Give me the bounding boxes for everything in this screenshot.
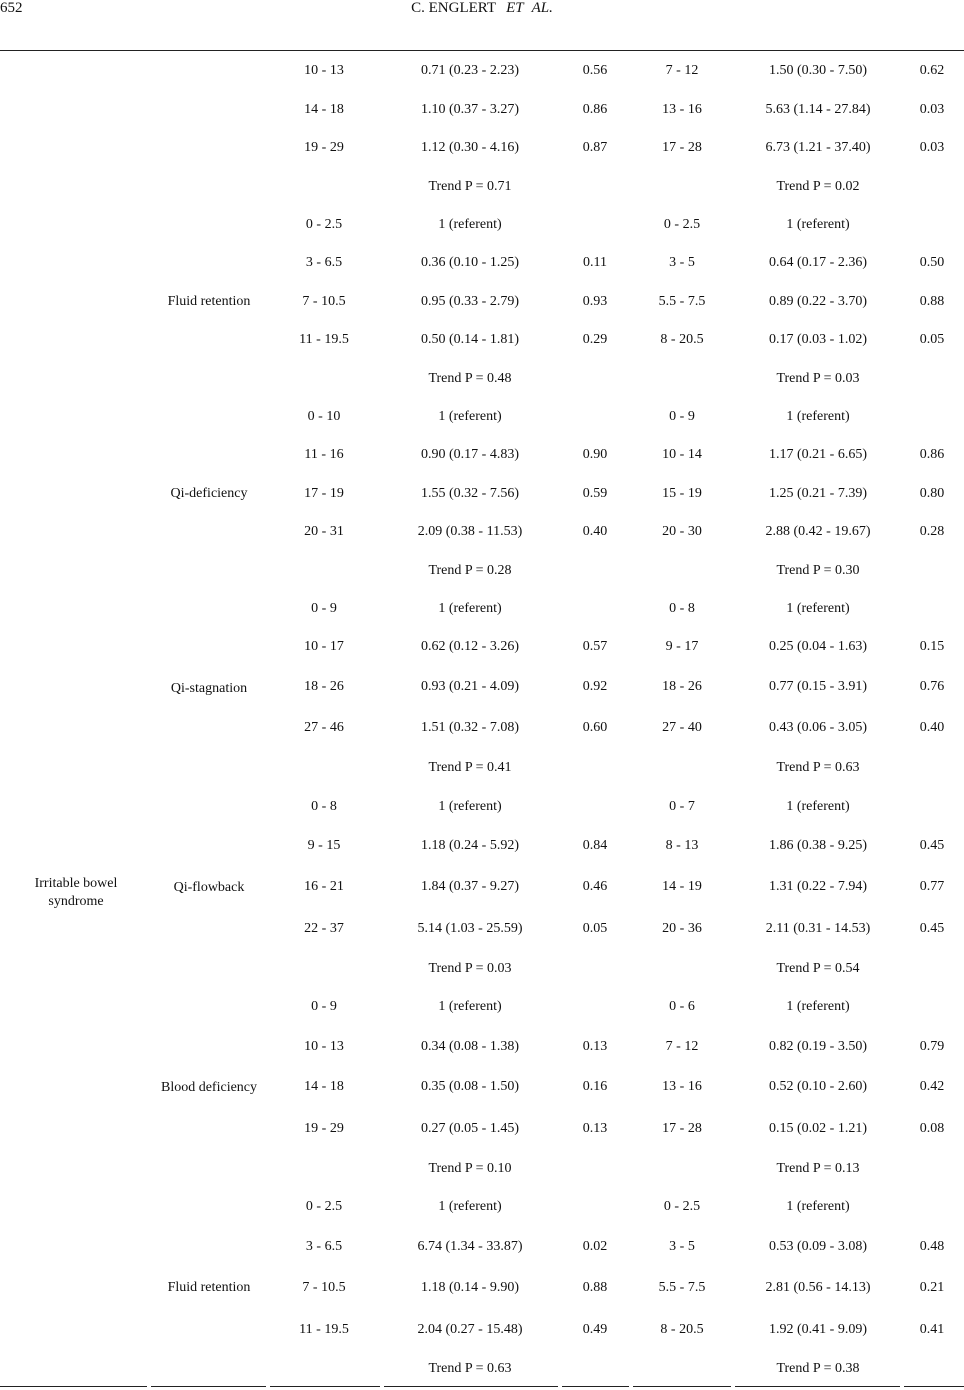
p-value-1 <box>561 215 629 235</box>
range-2: 27 - 40 <box>662 720 702 735</box>
odds-ratio-2: 0.77 (0.15 - 3.91) <box>769 679 867 694</box>
range-1: 0 - 9 <box>311 999 337 1014</box>
odds-ratio-2: 1.50 (0.30 - 7.50) <box>769 63 867 78</box>
p-value-2: 0.86 <box>919 447 945 462</box>
range-1: 18 - 26 <box>304 679 344 694</box>
range-2: 13 - 16 <box>662 102 702 117</box>
odds-ratio-1: Trend P = 0.71 <box>428 179 512 194</box>
range-2: 8 - 20.5 <box>660 332 704 347</box>
range-2: 15 - 19 <box>662 486 702 501</box>
range-1: 17 - 19 <box>304 486 344 501</box>
bottom-rules <box>0 1386 964 1388</box>
range-1: 20 - 31 <box>304 524 344 539</box>
range-1: 10 - 13 <box>304 63 344 78</box>
running-head-al: AL. <box>531 0 553 16</box>
range-2: 7 - 12 <box>665 1039 699 1054</box>
odds-ratio-1: Trend P = 0.48 <box>428 371 512 386</box>
range-1: 0 - 9 <box>311 601 337 616</box>
range-2: 0 - 2.5 <box>663 1199 701 1214</box>
p-value-1 <box>561 758 629 778</box>
odds-ratio-2: 1 (referent) <box>786 217 850 232</box>
odds-ratio-1: 1.55 (0.32 - 7.56) <box>421 486 519 501</box>
range-2: 17 - 28 <box>662 1121 702 1136</box>
odds-ratio-1: 0.35 (0.08 - 1.50) <box>421 1079 519 1094</box>
range-2: 3 - 5 <box>669 255 695 270</box>
range-1: 10 - 13 <box>304 1039 344 1054</box>
range-2: 7 - 12 <box>665 63 699 78</box>
odds-ratio-2: 1 (referent) <box>786 799 850 814</box>
p-value-1: 0.46 <box>582 879 608 894</box>
p-value-2: 0.62 <box>919 63 945 78</box>
range-2: 0 - 9 <box>669 409 695 424</box>
p-value-1 <box>561 1197 629 1217</box>
range-1 <box>269 959 379 979</box>
range-1: 7 - 10.5 <box>302 1280 346 1295</box>
p-value-1: 0.11 <box>583 255 607 270</box>
odds-ratio-1: 0.93 (0.21 - 4.09) <box>421 679 519 694</box>
range-1: 9 - 15 <box>307 838 341 853</box>
range-2: 10 - 14 <box>662 447 702 462</box>
section-label: Blood deficiency <box>160 1080 258 1095</box>
range-1: 3 - 6.5 <box>305 255 343 270</box>
p-value-1: 0.60 <box>582 720 608 735</box>
odds-ratio-2: 0.52 (0.10 - 2.60) <box>769 1079 867 1094</box>
range-1: 19 - 29 <box>304 140 344 155</box>
range-1: 27 - 46 <box>304 720 344 735</box>
p-value-1 <box>561 1159 629 1179</box>
odds-ratio-1: 1 (referent) <box>438 601 502 616</box>
range-2: 20 - 30 <box>662 524 702 539</box>
range-2: 13 - 16 <box>662 1079 702 1094</box>
odds-ratio-1: Trend P = 0.41 <box>428 760 512 775</box>
odds-ratio-2: 0.15 (0.02 - 1.21) <box>769 1121 867 1136</box>
range-2 <box>633 177 731 197</box>
odds-ratio-2: Trend P = 0.38 <box>776 1361 860 1376</box>
p-value-2 <box>902 599 962 619</box>
p-value-1 <box>561 1359 629 1379</box>
p-value-2: 0.08 <box>919 1121 945 1136</box>
p-value-2 <box>902 797 962 817</box>
odds-ratio-2: 1 (referent) <box>786 409 850 424</box>
running-head-author: C. ENGLERT <box>411 0 497 16</box>
p-value-2: 0.21 <box>919 1280 945 1295</box>
odds-ratio-1: 0.90 (0.17 - 4.83) <box>421 447 519 462</box>
p-value-2: 0.15 <box>919 639 945 654</box>
odds-ratio-2: 1.17 (0.21 - 6.65) <box>769 447 867 462</box>
odds-ratio-1: Trend P = 0.10 <box>428 1161 512 1176</box>
odds-ratio-2: 2.11 (0.31 - 14.53) <box>765 921 871 936</box>
p-value-1 <box>561 369 629 389</box>
range-2: 14 - 19 <box>662 879 702 894</box>
odds-ratio-2: Trend P = 0.30 <box>776 563 860 578</box>
odds-ratio-2: 1.92 (0.41 - 9.09) <box>769 1322 867 1337</box>
range-2: 17 - 28 <box>662 140 702 155</box>
p-value-1: 0.13 <box>582 1121 608 1136</box>
range-1: 0 - 2.5 <box>305 1199 343 1214</box>
range-1: 0 - 2.5 <box>305 217 343 232</box>
odds-ratio-2: 6.73 (1.21 - 37.40) <box>765 140 871 155</box>
p-value-1: 0.90 <box>582 447 608 462</box>
odds-ratio-1: 1.10 (0.37 - 3.27) <box>421 102 519 117</box>
odds-ratio-1: Trend P = 0.63 <box>428 1361 512 1376</box>
p-value-2: 0.41 <box>919 1322 945 1337</box>
p-value-2 <box>902 369 962 389</box>
p-value-1 <box>561 561 629 581</box>
range-2: 18 - 26 <box>662 679 702 694</box>
section-label: Qi-stagnation <box>170 680 248 696</box>
odds-ratio-2: 1.25 (0.21 - 7.39) <box>769 486 867 501</box>
odds-ratio-2: 2.88 (0.42 - 19.67) <box>765 524 871 539</box>
range-2: 0 - 2.5 <box>663 217 701 232</box>
p-value-2: 0.42 <box>919 1079 945 1094</box>
odds-ratio-1: 1 (referent) <box>438 217 502 232</box>
p-value-2: 0.50 <box>919 255 945 270</box>
range-1: 14 - 18 <box>304 1079 344 1094</box>
range-1: 10 - 17 <box>304 639 344 654</box>
odds-ratio-2: 0.53 (0.09 - 3.08) <box>769 1239 867 1254</box>
range-1: 16 - 21 <box>304 879 344 894</box>
p-value-2 <box>902 407 962 427</box>
p-value-1: 0.40 <box>582 524 608 539</box>
odds-ratio-1: 5.14 (1.03 - 25.59) <box>417 921 523 936</box>
section-label: Qi-flowback <box>173 880 245 895</box>
odds-ratio-2: 0.89 (0.22 - 3.70) <box>769 294 867 309</box>
range-2: 9 - 17 <box>665 639 699 654</box>
p-value-2 <box>902 997 962 1017</box>
range-2: 8 - 20.5 <box>660 1322 704 1337</box>
odds-ratio-1: 0.27 (0.05 - 1.45) <box>421 1121 519 1136</box>
odds-ratio-1: 0.71 (0.23 - 2.23) <box>421 63 519 78</box>
p-value-1: 0.13 <box>582 1039 608 1054</box>
p-value-1: 0.59 <box>582 486 608 501</box>
p-value-1: 0.92 <box>582 679 608 694</box>
range-1: 11 - 16 <box>304 447 344 462</box>
range-1 <box>269 758 379 778</box>
range-2 <box>633 561 731 581</box>
running-head-et: ET <box>506 0 524 16</box>
odds-ratio-1: 2.04 (0.27 - 15.48) <box>417 1322 523 1337</box>
odds-ratio-1: 1.84 (0.37 - 9.27) <box>421 879 519 894</box>
section-label: Fluid retention <box>167 294 251 309</box>
odds-ratio-2: 0.25 (0.04 - 1.63) <box>769 639 867 654</box>
range-1: 11 - 19.5 <box>299 332 349 347</box>
p-value-2 <box>902 561 962 581</box>
p-value-2 <box>902 1359 962 1379</box>
range-2: 0 - 6 <box>669 999 695 1014</box>
p-value-2: 0.88 <box>919 294 945 309</box>
odds-ratio-1: 1 (referent) <box>438 409 502 424</box>
p-value-2: 0.48 <box>919 1239 945 1254</box>
range-1: 0 - 8 <box>311 799 337 814</box>
p-value-1: 0.57 <box>582 639 608 654</box>
range-2 <box>633 758 731 778</box>
page-number: 652 <box>0 0 23 16</box>
section-label: Fluid retention <box>167 1280 251 1295</box>
p-value-2: 0.05 <box>919 332 945 347</box>
p-value-2: 0.28 <box>919 524 945 539</box>
p-value-1 <box>561 177 629 197</box>
range-1: 22 - 37 <box>304 921 344 936</box>
odds-ratio-2: 5.63 (1.14 - 27.84) <box>765 102 871 117</box>
p-value-1 <box>561 599 629 619</box>
range-2: 0 - 8 <box>669 601 695 616</box>
p-value-2 <box>902 959 962 979</box>
p-value-2: 0.40 <box>919 720 945 735</box>
odds-ratio-1: 1.51 (0.32 - 7.08) <box>421 720 519 735</box>
range-1: 19 - 29 <box>304 1121 344 1136</box>
p-value-2: 0.45 <box>919 838 945 853</box>
p-value-1 <box>561 407 629 427</box>
range-1: 0 - 10 <box>307 409 341 424</box>
odds-ratio-2: 0.43 (0.06 - 3.05) <box>769 720 867 735</box>
odds-ratio-1: Trend P = 0.03 <box>428 961 512 976</box>
p-value-1 <box>561 959 629 979</box>
range-2 <box>633 1159 731 1179</box>
odds-ratio-2: 0.82 (0.19 - 3.50) <box>769 1039 867 1054</box>
p-value-2 <box>902 1159 962 1179</box>
p-value-1: 0.56 <box>582 63 608 78</box>
odds-ratio-2: Trend P = 0.63 <box>776 760 860 775</box>
p-value-1 <box>561 997 629 1017</box>
range-1: 7 - 10.5 <box>302 294 346 309</box>
range-2: 20 - 36 <box>662 921 702 936</box>
top-rule <box>0 50 964 51</box>
range-1: 11 - 19.5 <box>299 1322 349 1337</box>
range-2 <box>633 959 731 979</box>
p-value-1: 0.02 <box>582 1239 608 1254</box>
p-value-2: 0.80 <box>919 486 945 501</box>
range-2: 5.5 - 7.5 <box>658 294 706 309</box>
odds-ratio-2: Trend P = 0.54 <box>776 961 860 976</box>
odds-ratio-2: 0.64 (0.17 - 2.36) <box>769 255 867 270</box>
odds-ratio-2: Trend P = 0.03 <box>776 371 860 386</box>
p-value-1: 0.88 <box>582 1280 608 1295</box>
odds-ratio-2: 1 (referent) <box>786 1199 850 1214</box>
p-value-2 <box>902 758 962 778</box>
odds-ratio-1: 1 (referent) <box>438 799 502 814</box>
group-label: Irritable bowel syndrome <box>34 876 118 909</box>
p-value-1: 0.16 <box>582 1079 608 1094</box>
range-2: 5.5 - 7.5 <box>658 1280 706 1295</box>
odds-ratio-1: 6.74 (1.34 - 33.87) <box>417 1239 523 1254</box>
odds-ratio-1: 1.18 (0.24 - 5.92) <box>421 838 519 853</box>
p-value-1 <box>561 797 629 817</box>
odds-ratio-2: 0.17 (0.03 - 1.02) <box>769 332 867 347</box>
p-value-1: 0.05 <box>582 921 608 936</box>
range-2: 3 - 5 <box>669 1239 695 1254</box>
p-value-2: 0.79 <box>919 1039 945 1054</box>
odds-ratio-2: Trend P = 0.02 <box>776 179 860 194</box>
p-value-1: 0.93 <box>582 294 608 309</box>
odds-ratio-2: 1 (referent) <box>786 999 850 1014</box>
range-1: 14 - 18 <box>304 102 344 117</box>
odds-ratio-1: 0.34 (0.08 - 1.38) <box>421 1039 519 1054</box>
p-value-2: 0.03 <box>919 102 945 117</box>
odds-ratio-2: Trend P = 0.13 <box>776 1161 860 1176</box>
range-2: 8 - 13 <box>665 838 699 853</box>
p-value-1: 0.49 <box>582 1322 608 1337</box>
range-2 <box>633 369 731 389</box>
range-1 <box>269 1359 379 1379</box>
odds-ratio-2: 1.31 (0.22 - 7.94) <box>769 879 867 894</box>
p-value-1: 0.29 <box>582 332 608 347</box>
p-value-2 <box>902 177 962 197</box>
odds-ratio-1: 1.12 (0.30 - 4.16) <box>421 140 519 155</box>
odds-ratio-1: 0.95 (0.33 - 2.79) <box>421 294 519 309</box>
p-value-1: 0.87 <box>582 140 608 155</box>
odds-ratio-1: 0.50 (0.14 - 1.81) <box>421 332 519 347</box>
range-1 <box>269 369 379 389</box>
p-value-1: 0.86 <box>582 102 608 117</box>
running-head <box>0 0 964 17</box>
p-value-2 <box>902 1197 962 1217</box>
p-value-2 <box>902 215 962 235</box>
odds-ratio-1: 1 (referent) <box>438 999 502 1014</box>
p-value-1: 0.84 <box>582 838 608 853</box>
odds-ratio-2: 1 (referent) <box>786 601 850 616</box>
odds-ratio-2: 1.86 (0.38 - 9.25) <box>769 838 867 853</box>
p-value-2: 0.77 <box>919 879 945 894</box>
odds-ratio-1: 1 (referent) <box>438 1199 502 1214</box>
odds-ratio-1: 2.09 (0.38 - 11.53) <box>417 524 523 539</box>
odds-ratio-2: 2.81 (0.56 - 14.13) <box>765 1280 871 1295</box>
odds-ratio-1: 0.36 (0.10 - 1.25) <box>421 255 519 270</box>
section-label: Qi-deficiency <box>170 486 248 501</box>
p-value-2: 0.03 <box>919 140 945 155</box>
odds-ratio-1: 1.18 (0.14 - 9.90) <box>421 1280 519 1295</box>
range-1 <box>269 177 379 197</box>
odds-ratio-1: 0.62 (0.12 - 3.26) <box>421 639 519 654</box>
range-2: 0 - 7 <box>669 799 695 814</box>
range-1: 3 - 6.5 <box>305 1239 343 1254</box>
odds-ratio-1: Trend P = 0.28 <box>428 563 512 578</box>
range-2 <box>633 1359 731 1379</box>
range-1 <box>269 1159 379 1179</box>
range-1 <box>269 561 379 581</box>
p-value-2: 0.76 <box>919 679 945 694</box>
p-value-2: 0.45 <box>919 921 945 936</box>
